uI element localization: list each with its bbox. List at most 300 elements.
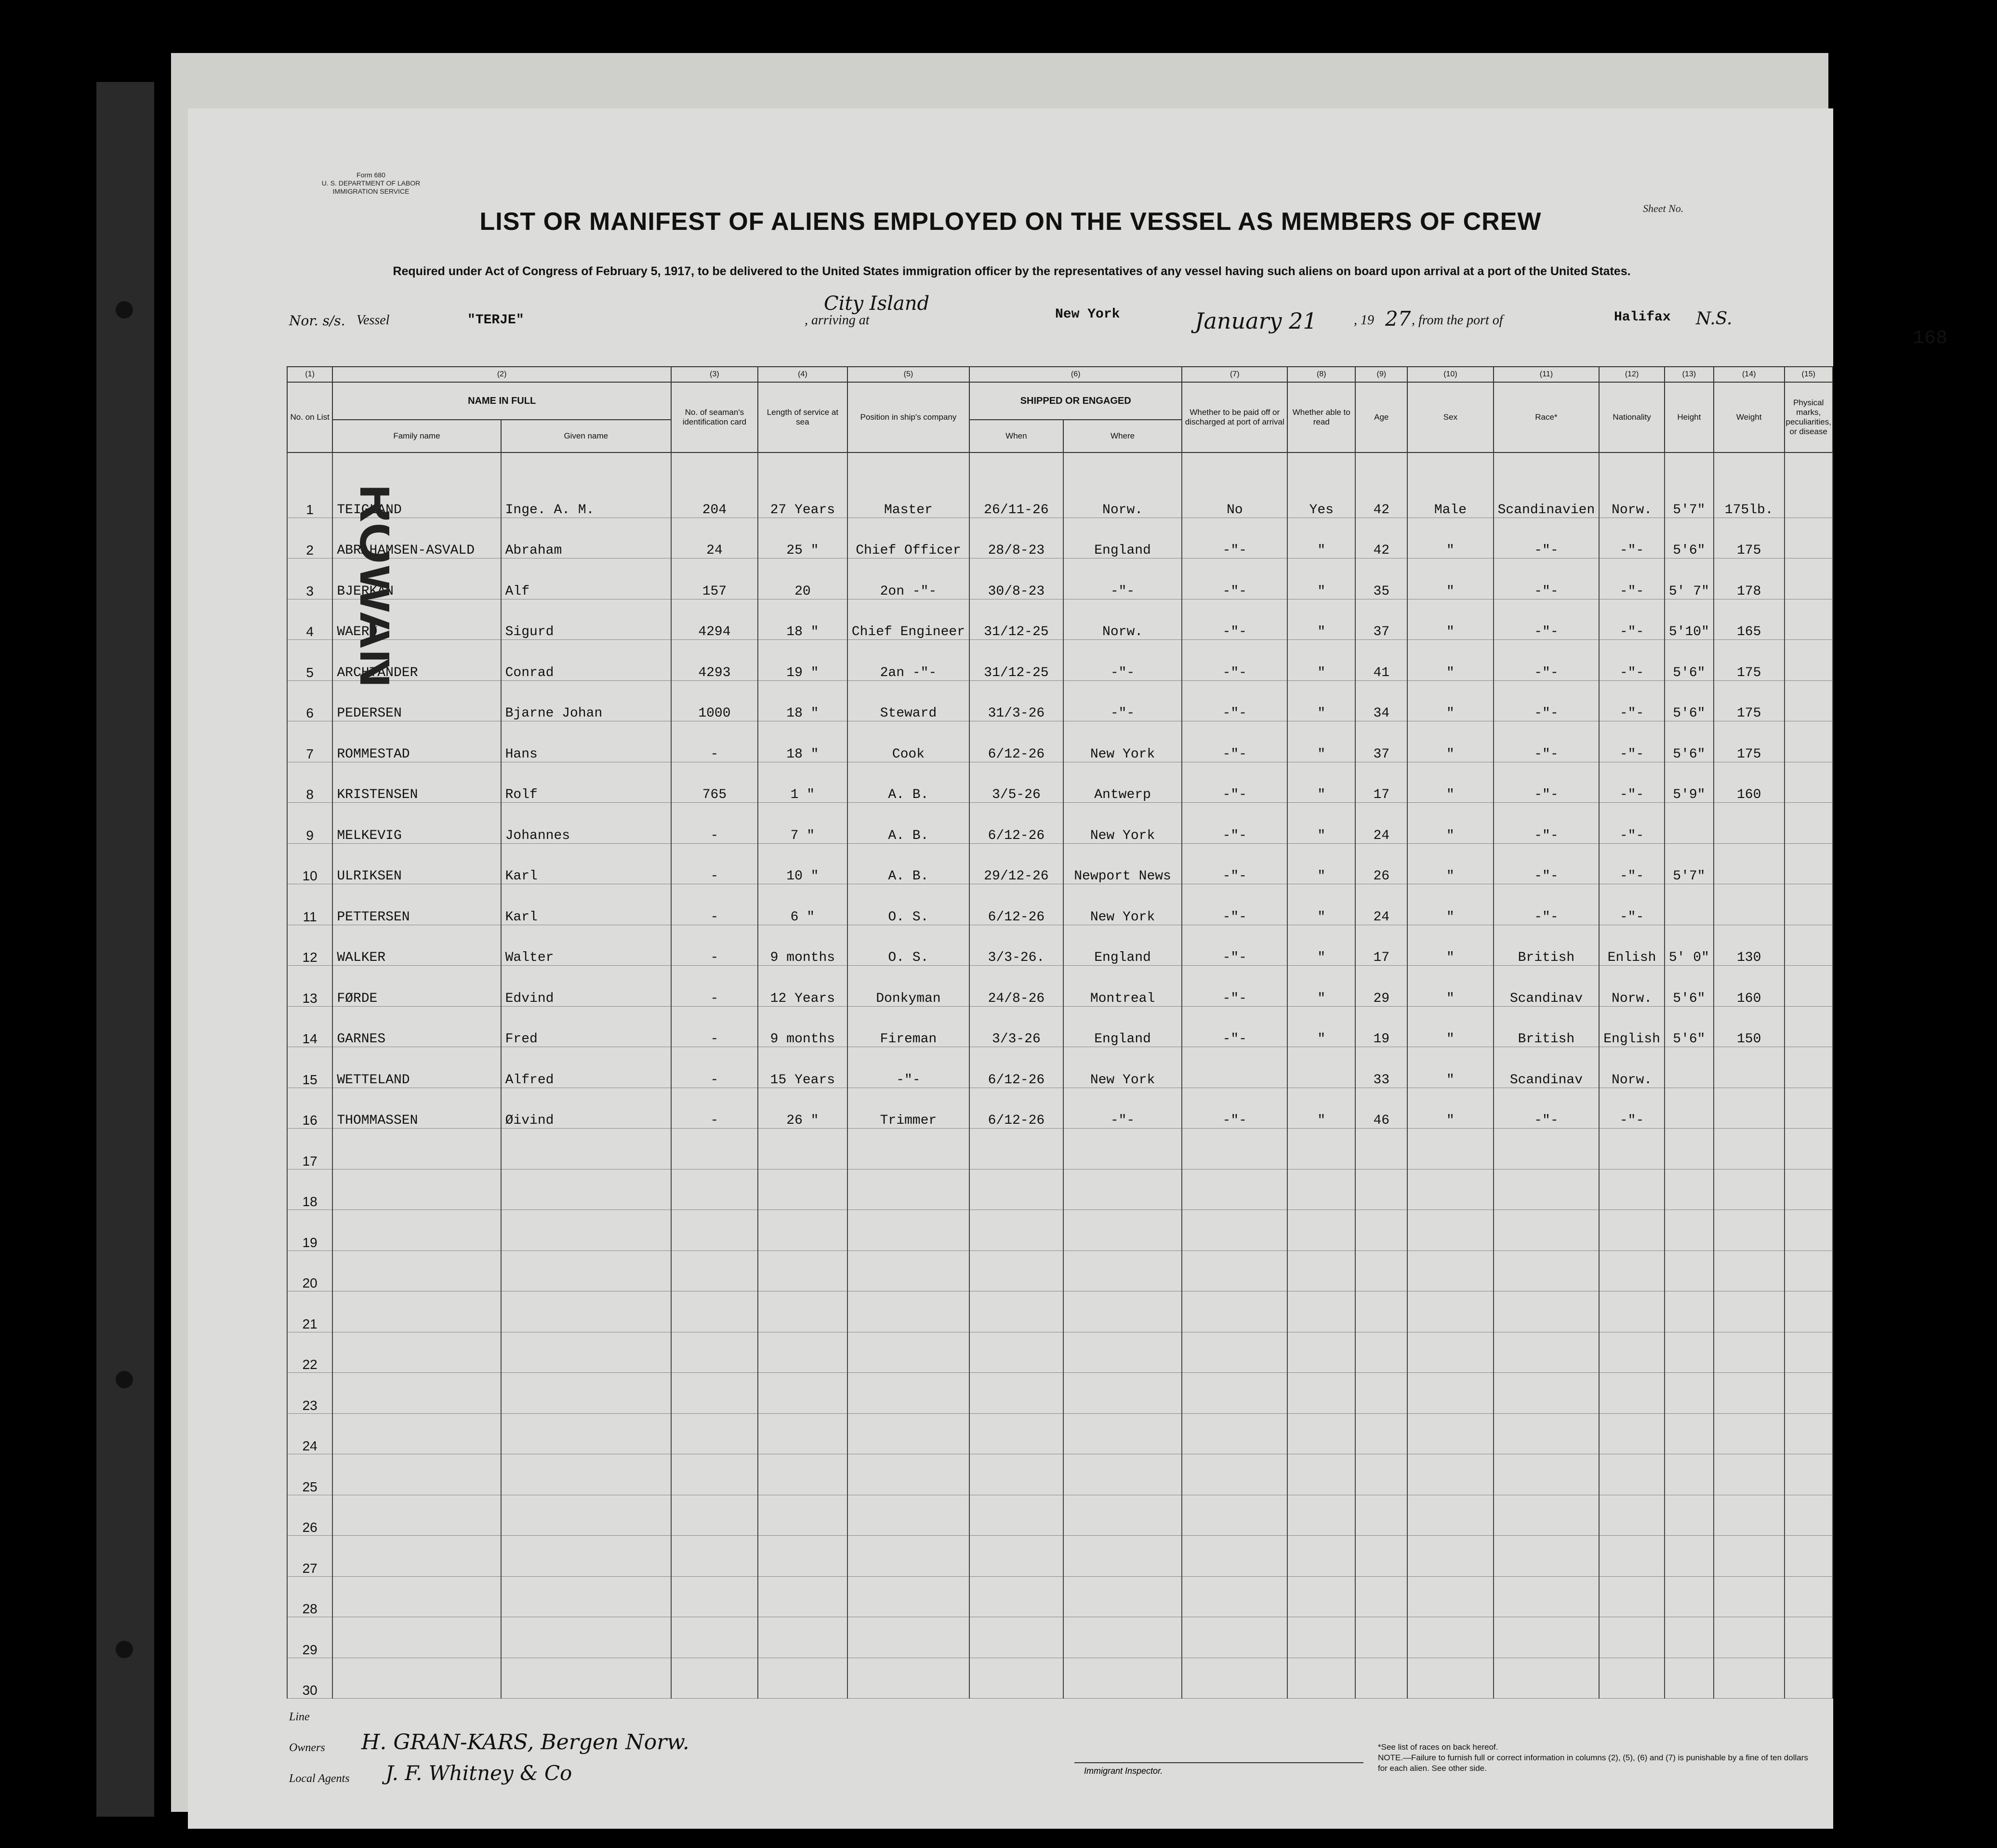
arrival-place-handwritten: City Island <box>824 292 930 315</box>
family-name-cell: FØRDE <box>332 966 501 1007</box>
sex-cell <box>1407 1413 1493 1454</box>
paid-off-cell <box>1182 1576 1287 1617</box>
table-row <box>287 925 1833 966</box>
physical-marks-cell <box>1785 1332 1833 1373</box>
nationality-cell <box>1599 1617 1665 1658</box>
header-sex: Sex <box>1407 382 1493 452</box>
position-cell <box>847 1250 969 1291</box>
shipped-when-cell <box>969 1250 1063 1291</box>
family-name-cell <box>332 1373 501 1414</box>
header-family-name: Family name <box>332 420 501 452</box>
paid-off-cell <box>1182 1129 1287 1170</box>
weight-cell: 130 <box>1714 925 1785 966</box>
height-cell: 5'6" <box>1665 721 1714 762</box>
able-to-read-cell: " <box>1287 925 1355 966</box>
table-row <box>287 558 1833 599</box>
physical-marks-cell <box>1785 966 1833 1007</box>
form-number: Form 680 <box>357 171 385 179</box>
able-to-read-cell: " <box>1287 966 1355 1007</box>
sex-cell <box>1407 1250 1493 1291</box>
paid-off-cell <box>1182 1169 1287 1210</box>
owners-value: H. GRAN-KARS, Bergen Norw. <box>361 1730 689 1755</box>
able-to-read-cell <box>1287 1047 1355 1088</box>
height-cell: 5'10" <box>1665 599 1714 640</box>
race-cell: -"- <box>1494 558 1600 599</box>
paid-off-cell: -"- <box>1182 599 1287 640</box>
service-length-cell: 25 " <box>758 518 847 558</box>
age-cell <box>1355 1250 1407 1291</box>
shipped-where-cell <box>1063 1169 1182 1210</box>
able-to-read-cell <box>1287 1536 1355 1577</box>
physical-marks-cell <box>1785 1291 1833 1332</box>
able-to-read-cell: " <box>1287 884 1355 925</box>
colnum-5: (5) <box>847 367 969 382</box>
height-cell: 5'7" <box>1665 452 1714 518</box>
position-cell <box>847 1210 969 1251</box>
arrival-port: New York <box>1055 307 1120 322</box>
binder-hole <box>116 1371 133 1388</box>
physical-marks-cell <box>1785 1129 1833 1170</box>
shipped-where-cell: -"- <box>1063 1088 1182 1129</box>
nationality-cell: -"- <box>1599 721 1665 762</box>
shipped-where-cell: Norw. <box>1063 599 1182 640</box>
physical-marks-cell <box>1785 1088 1833 1129</box>
row-number-cell: 18 <box>287 1169 332 1210</box>
service-length-cell <box>758 1291 847 1332</box>
id-card-cell <box>671 1250 758 1291</box>
able-to-read-cell: " <box>1287 803 1355 844</box>
position-cell: Fireman <box>847 1006 969 1047</box>
position-cell: Master <box>847 452 969 518</box>
age-cell <box>1355 1495 1407 1536</box>
service-length-cell: 7 " <box>758 803 847 844</box>
physical-marks-cell <box>1785 558 1833 599</box>
service-length-cell: 12 Years <box>758 966 847 1007</box>
height-cell: 5'6" <box>1665 680 1714 721</box>
weight-cell <box>1714 1210 1785 1251</box>
shipped-where-cell <box>1063 1617 1182 1658</box>
service-length-cell: 19 " <box>758 640 847 681</box>
weight-cell: 160 <box>1714 762 1785 803</box>
race-cell: British <box>1494 925 1600 966</box>
shipped-when-cell: 30/8-23 <box>969 558 1063 599</box>
paid-off-cell: -"- <box>1182 640 1287 681</box>
height-cell: 5'6" <box>1665 1006 1714 1047</box>
id-card-cell <box>671 1129 758 1170</box>
service-length-cell <box>758 1658 847 1699</box>
nationality-cell: -"- <box>1599 884 1665 925</box>
shipped-where-cell: New York <box>1063 721 1182 762</box>
page-subtitle: Required under Act of Congress of February 5, 1917, to be delivered to the United States immigration officer by the representatives of any vessel having such aliens on board upon arrival at a port of the United States. <box>393 265 1631 278</box>
shipped-where-cell: Antwerp <box>1063 762 1182 803</box>
shipped-when-cell <box>969 1210 1063 1251</box>
position-cell: -"- <box>847 1047 969 1088</box>
sex-cell <box>1407 1454 1493 1495</box>
paid-off-cell: -"- <box>1182 884 1287 925</box>
physical-marks-cell <box>1785 925 1833 966</box>
sex-cell: " <box>1407 680 1493 721</box>
paid-off-cell: -"- <box>1182 558 1287 599</box>
owners-label: Owners <box>289 1742 325 1754</box>
paid-off-cell <box>1182 1413 1287 1454</box>
shipped-when-cell: 24/8-26 <box>969 966 1063 1007</box>
vessel-line <box>289 292 1879 339</box>
sex-cell: " <box>1407 925 1493 966</box>
race-cell: -"- <box>1494 884 1600 925</box>
shipped-when-cell: 28/8-23 <box>969 518 1063 558</box>
height-cell <box>1665 1088 1714 1129</box>
shipped-where-cell <box>1063 1536 1182 1577</box>
position-cell: Chief Officer <box>847 518 969 558</box>
height-cell <box>1665 1250 1714 1291</box>
height-cell: 5' 0" <box>1665 925 1714 966</box>
colnum-3: (3) <box>671 367 758 382</box>
given-name-cell: Alf <box>501 558 671 599</box>
colnum-10: (10) <box>1407 367 1493 382</box>
position-cell: Chief Engineer <box>847 599 969 640</box>
sex-cell <box>1407 1658 1493 1699</box>
physical-marks-cell <box>1785 1047 1833 1088</box>
service-length-cell <box>758 1617 847 1658</box>
service-length-cell: 20 <box>758 558 847 599</box>
race-cell: -"- <box>1494 599 1600 640</box>
height-cell <box>1665 1291 1714 1332</box>
able-to-read-cell <box>1287 1129 1355 1170</box>
given-name-cell: Sigurd <box>501 599 671 640</box>
shipped-when-cell: 31/12-25 <box>969 640 1063 681</box>
able-to-read-cell <box>1287 1413 1355 1454</box>
service-length-cell <box>758 1332 847 1373</box>
paid-off-cell <box>1182 1210 1287 1251</box>
age-cell: 17 <box>1355 925 1407 966</box>
given-name-cell: Hans <box>501 721 671 762</box>
shipped-when-cell <box>969 1169 1063 1210</box>
paid-off-cell: -"- <box>1182 803 1287 844</box>
shipped-where-cell <box>1063 1495 1182 1536</box>
colnum-7: (7) <box>1182 367 1287 382</box>
arrival-date: January 21 <box>1195 308 1317 334</box>
table-row <box>287 680 1833 721</box>
position-cell <box>847 1536 969 1577</box>
weight-cell <box>1714 1536 1785 1577</box>
id-card-cell: - <box>671 884 758 925</box>
service-length-cell <box>758 1250 847 1291</box>
id-card-cell: 1000 <box>671 680 758 721</box>
family-name-cell: ULRIKSEN <box>332 843 501 884</box>
row-number-cell: 13 <box>287 966 332 1007</box>
race-cell: -"- <box>1494 843 1600 884</box>
physical-marks-cell <box>1785 452 1833 518</box>
nationality-cell: -"- <box>1599 762 1665 803</box>
given-name-cell <box>501 1536 671 1577</box>
table-row <box>287 1006 1833 1047</box>
age-cell: 46 <box>1355 1088 1407 1129</box>
race-cell <box>1494 1413 1600 1454</box>
row-number-cell: 25 <box>287 1454 332 1495</box>
family-name-cell: WALKER <box>332 925 501 966</box>
nationality-cell <box>1599 1454 1665 1495</box>
row-number-cell: 1 <box>287 452 332 518</box>
shipped-where-cell <box>1063 1454 1182 1495</box>
nationality-cell <box>1599 1536 1665 1577</box>
colnum-8: (8) <box>1287 367 1355 382</box>
given-name-cell <box>501 1210 671 1251</box>
weight-cell <box>1714 1169 1785 1210</box>
colnum-4: (4) <box>758 367 847 382</box>
physical-marks-cell <box>1785 721 1833 762</box>
age-cell <box>1355 1454 1407 1495</box>
shipped-when-cell <box>969 1373 1063 1414</box>
position-cell: Donkyman <box>847 966 969 1007</box>
given-name-cell <box>501 1617 671 1658</box>
header-able-read: Whether able to read <box>1287 382 1355 452</box>
nationality-cell: -"- <box>1599 843 1665 884</box>
race-cell <box>1494 1210 1600 1251</box>
given-name-cell <box>501 1495 671 1536</box>
family-name-cell <box>332 1617 501 1658</box>
shipped-where-cell: -"- <box>1063 680 1182 721</box>
shipped-when-cell <box>969 1291 1063 1332</box>
nationality-cell: Norw. <box>1599 966 1665 1007</box>
service-length-cell: 9 months <box>758 1006 847 1047</box>
service-length-cell: 10 " <box>758 843 847 884</box>
shipped-when-cell: 3/3-26. <box>969 925 1063 966</box>
id-card-cell <box>671 1454 758 1495</box>
shipped-when-cell: 31/3-26 <box>969 680 1063 721</box>
given-name-cell: Karl <box>501 884 671 925</box>
table-row <box>287 966 1833 1007</box>
height-cell <box>1665 884 1714 925</box>
service-length-cell: 9 months <box>758 925 847 966</box>
family-name-cell: PETTERSEN <box>332 884 501 925</box>
header-where: Where <box>1063 420 1182 452</box>
height-cell <box>1665 1332 1714 1373</box>
row-number-cell: 29 <box>287 1617 332 1658</box>
header-position: Position in ship's company <box>847 382 969 452</box>
nationality-cell <box>1599 1210 1665 1251</box>
family-name-cell: ARCHTANDER <box>332 640 501 681</box>
sex-cell <box>1407 1291 1493 1332</box>
row-number-cell: 20 <box>287 1250 332 1291</box>
able-to-read-cell: " <box>1287 1006 1355 1047</box>
physical-marks-cell <box>1785 1250 1833 1291</box>
weight-cell <box>1714 1129 1785 1170</box>
nationality-cell: Norw. <box>1599 1047 1665 1088</box>
race-cell <box>1494 1495 1600 1536</box>
race-cell <box>1494 1129 1600 1170</box>
inspector-signature-line <box>1074 1762 1363 1763</box>
sex-cell <box>1407 1129 1493 1170</box>
sex-cell: " <box>1407 966 1493 1007</box>
weight-cell <box>1714 843 1785 884</box>
race-cell: Scandinavien <box>1494 452 1600 518</box>
nationality-cell <box>1599 1658 1665 1699</box>
service-length-cell: 6 " <box>758 884 847 925</box>
able-to-read-cell <box>1287 1250 1355 1291</box>
family-name-cell <box>332 1250 501 1291</box>
paid-off-cell <box>1182 1454 1287 1495</box>
table-row <box>287 1576 1833 1617</box>
table-row <box>287 762 1833 803</box>
given-name-cell <box>501 1291 671 1332</box>
row-number-cell: 26 <box>287 1495 332 1536</box>
colnum-12: (12) <box>1599 367 1665 382</box>
binder-hole <box>116 1641 133 1658</box>
id-card-cell <box>671 1658 758 1699</box>
table-row <box>287 1332 1833 1373</box>
table-row <box>287 1210 1833 1251</box>
position-cell: A. B. <box>847 762 969 803</box>
table-row <box>287 1250 1833 1291</box>
paid-off-cell <box>1182 1250 1287 1291</box>
paid-off-cell: No <box>1182 452 1287 518</box>
table-row <box>287 1617 1833 1658</box>
able-to-read-cell: " <box>1287 518 1355 558</box>
row-number-cell: 5 <box>287 640 332 681</box>
sex-cell: " <box>1407 518 1493 558</box>
position-cell: Trimmer <box>847 1088 969 1129</box>
family-name-cell <box>332 1495 501 1536</box>
shipped-when-cell: 26/11-26 <box>969 452 1063 518</box>
position-cell: O. S. <box>847 884 969 925</box>
shipped-when-cell <box>969 1129 1063 1170</box>
height-cell <box>1665 1495 1714 1536</box>
height-cell <box>1665 1129 1714 1170</box>
physical-marks-cell <box>1785 1169 1833 1210</box>
age-cell: 24 <box>1355 884 1407 925</box>
shipped-when-cell <box>969 1536 1063 1577</box>
id-card-cell: - <box>671 721 758 762</box>
family-name-cell <box>332 1536 501 1577</box>
table-row <box>287 1413 1833 1454</box>
shipped-when-cell <box>969 1495 1063 1536</box>
height-cell: 5'7" <box>1665 843 1714 884</box>
physical-marks-cell <box>1785 1658 1833 1699</box>
shipped-where-cell <box>1063 1129 1182 1170</box>
nationality-cell: -"- <box>1599 1088 1665 1129</box>
vessel-prefix: Nor. s/s. <box>289 313 345 329</box>
age-cell: 29 <box>1355 966 1407 1007</box>
from-region: N.S. <box>1696 309 1732 329</box>
given-name-cell: Karl <box>501 843 671 884</box>
family-name-cell: TEIGLAND <box>332 452 501 518</box>
family-name-cell: GARNES <box>332 1006 501 1047</box>
shipped-where-cell <box>1063 1413 1182 1454</box>
row-number-cell: 19 <box>287 1210 332 1251</box>
service-length-cell: 18 " <box>758 721 847 762</box>
weight-cell <box>1714 1291 1785 1332</box>
given-name-cell <box>501 1332 671 1373</box>
shipped-where-cell <box>1063 1373 1182 1414</box>
physical-marks-cell <box>1785 1454 1833 1495</box>
weight-cell <box>1714 1658 1785 1699</box>
race-cell <box>1494 1536 1600 1577</box>
paid-off-cell: -"- <box>1182 925 1287 966</box>
nationality-cell <box>1599 1169 1665 1210</box>
race-cell: -"- <box>1494 680 1600 721</box>
table-row <box>287 1536 1833 1577</box>
family-name-cell <box>332 1169 501 1210</box>
id-card-cell: 24 <box>671 518 758 558</box>
service-length-cell <box>758 1413 847 1454</box>
weight-cell: 175 <box>1714 640 1785 681</box>
height-cell <box>1665 1413 1714 1454</box>
given-name-cell: Øivind <box>501 1088 671 1129</box>
table-row <box>287 884 1833 925</box>
position-cell: Cook <box>847 721 969 762</box>
nationality-cell: -"- <box>1599 803 1665 844</box>
table-row <box>287 1129 1833 1170</box>
row-number-cell: 23 <box>287 1373 332 1414</box>
given-name-cell: Fred <box>501 1006 671 1047</box>
agents-value: J. F. Whitney & Co <box>385 1761 572 1785</box>
service-length-cell: 1 " <box>758 762 847 803</box>
height-cell: 5'6" <box>1665 640 1714 681</box>
able-to-read-cell: Yes <box>1287 452 1355 518</box>
id-card-cell <box>671 1617 758 1658</box>
row-number-cell: 12 <box>287 925 332 966</box>
row-number-cell: 6 <box>287 680 332 721</box>
id-card-cell: 4294 <box>671 599 758 640</box>
paid-off-cell: -"- <box>1182 843 1287 884</box>
id-card-cell: - <box>671 1006 758 1047</box>
family-name-cell <box>332 1332 501 1373</box>
family-name-cell <box>332 1454 501 1495</box>
service-length-cell <box>758 1576 847 1617</box>
paid-off-cell <box>1182 1536 1287 1577</box>
table-row <box>287 518 1833 558</box>
family-name-cell <box>332 1658 501 1699</box>
column-number-row <box>287 367 1833 382</box>
nationality-cell <box>1599 1332 1665 1373</box>
physical-marks-cell <box>1785 680 1833 721</box>
paid-off-cell <box>1182 1373 1287 1414</box>
position-cell: 2an -"- <box>847 640 969 681</box>
id-card-cell <box>671 1332 758 1373</box>
height-cell <box>1665 1047 1714 1088</box>
height-cell <box>1665 1169 1714 1210</box>
paid-off-cell: -"- <box>1182 762 1287 803</box>
shipped-when-cell: 6/12-26 <box>969 1088 1063 1129</box>
manifest-page <box>188 108 1948 1829</box>
weight-cell: 165 <box>1714 599 1785 640</box>
shipped-where-cell: Newport News <box>1063 843 1182 884</box>
physical-marks-cell <box>1785 762 1833 803</box>
height-cell: 5'6" <box>1665 966 1714 1007</box>
height-cell <box>1665 1658 1714 1699</box>
colnum-11: (11) <box>1494 367 1600 382</box>
colnum-13: (13) <box>1665 367 1714 382</box>
given-name-cell: Rolf <box>501 762 671 803</box>
position-cell <box>847 1373 969 1414</box>
given-name-cell <box>501 1454 671 1495</box>
shipped-where-cell: England <box>1063 925 1182 966</box>
id-card-cell: - <box>671 966 758 1007</box>
age-cell <box>1355 1169 1407 1210</box>
service-length-cell <box>758 1210 847 1251</box>
position-cell <box>847 1129 969 1170</box>
able-to-read-cell <box>1287 1291 1355 1332</box>
position-cell <box>847 1454 969 1495</box>
row-number-cell: 7 <box>287 721 332 762</box>
row-number-cell: 17 <box>287 1129 332 1170</box>
age-cell: 35 <box>1355 558 1407 599</box>
age-cell: 41 <box>1355 640 1407 681</box>
family-name-cell: ABRAHAMSEN-ASVALD <box>332 518 501 558</box>
shipped-when-cell: 31/12-25 <box>969 599 1063 640</box>
able-to-read-cell <box>1287 1169 1355 1210</box>
nationality-cell: English <box>1599 1006 1665 1047</box>
